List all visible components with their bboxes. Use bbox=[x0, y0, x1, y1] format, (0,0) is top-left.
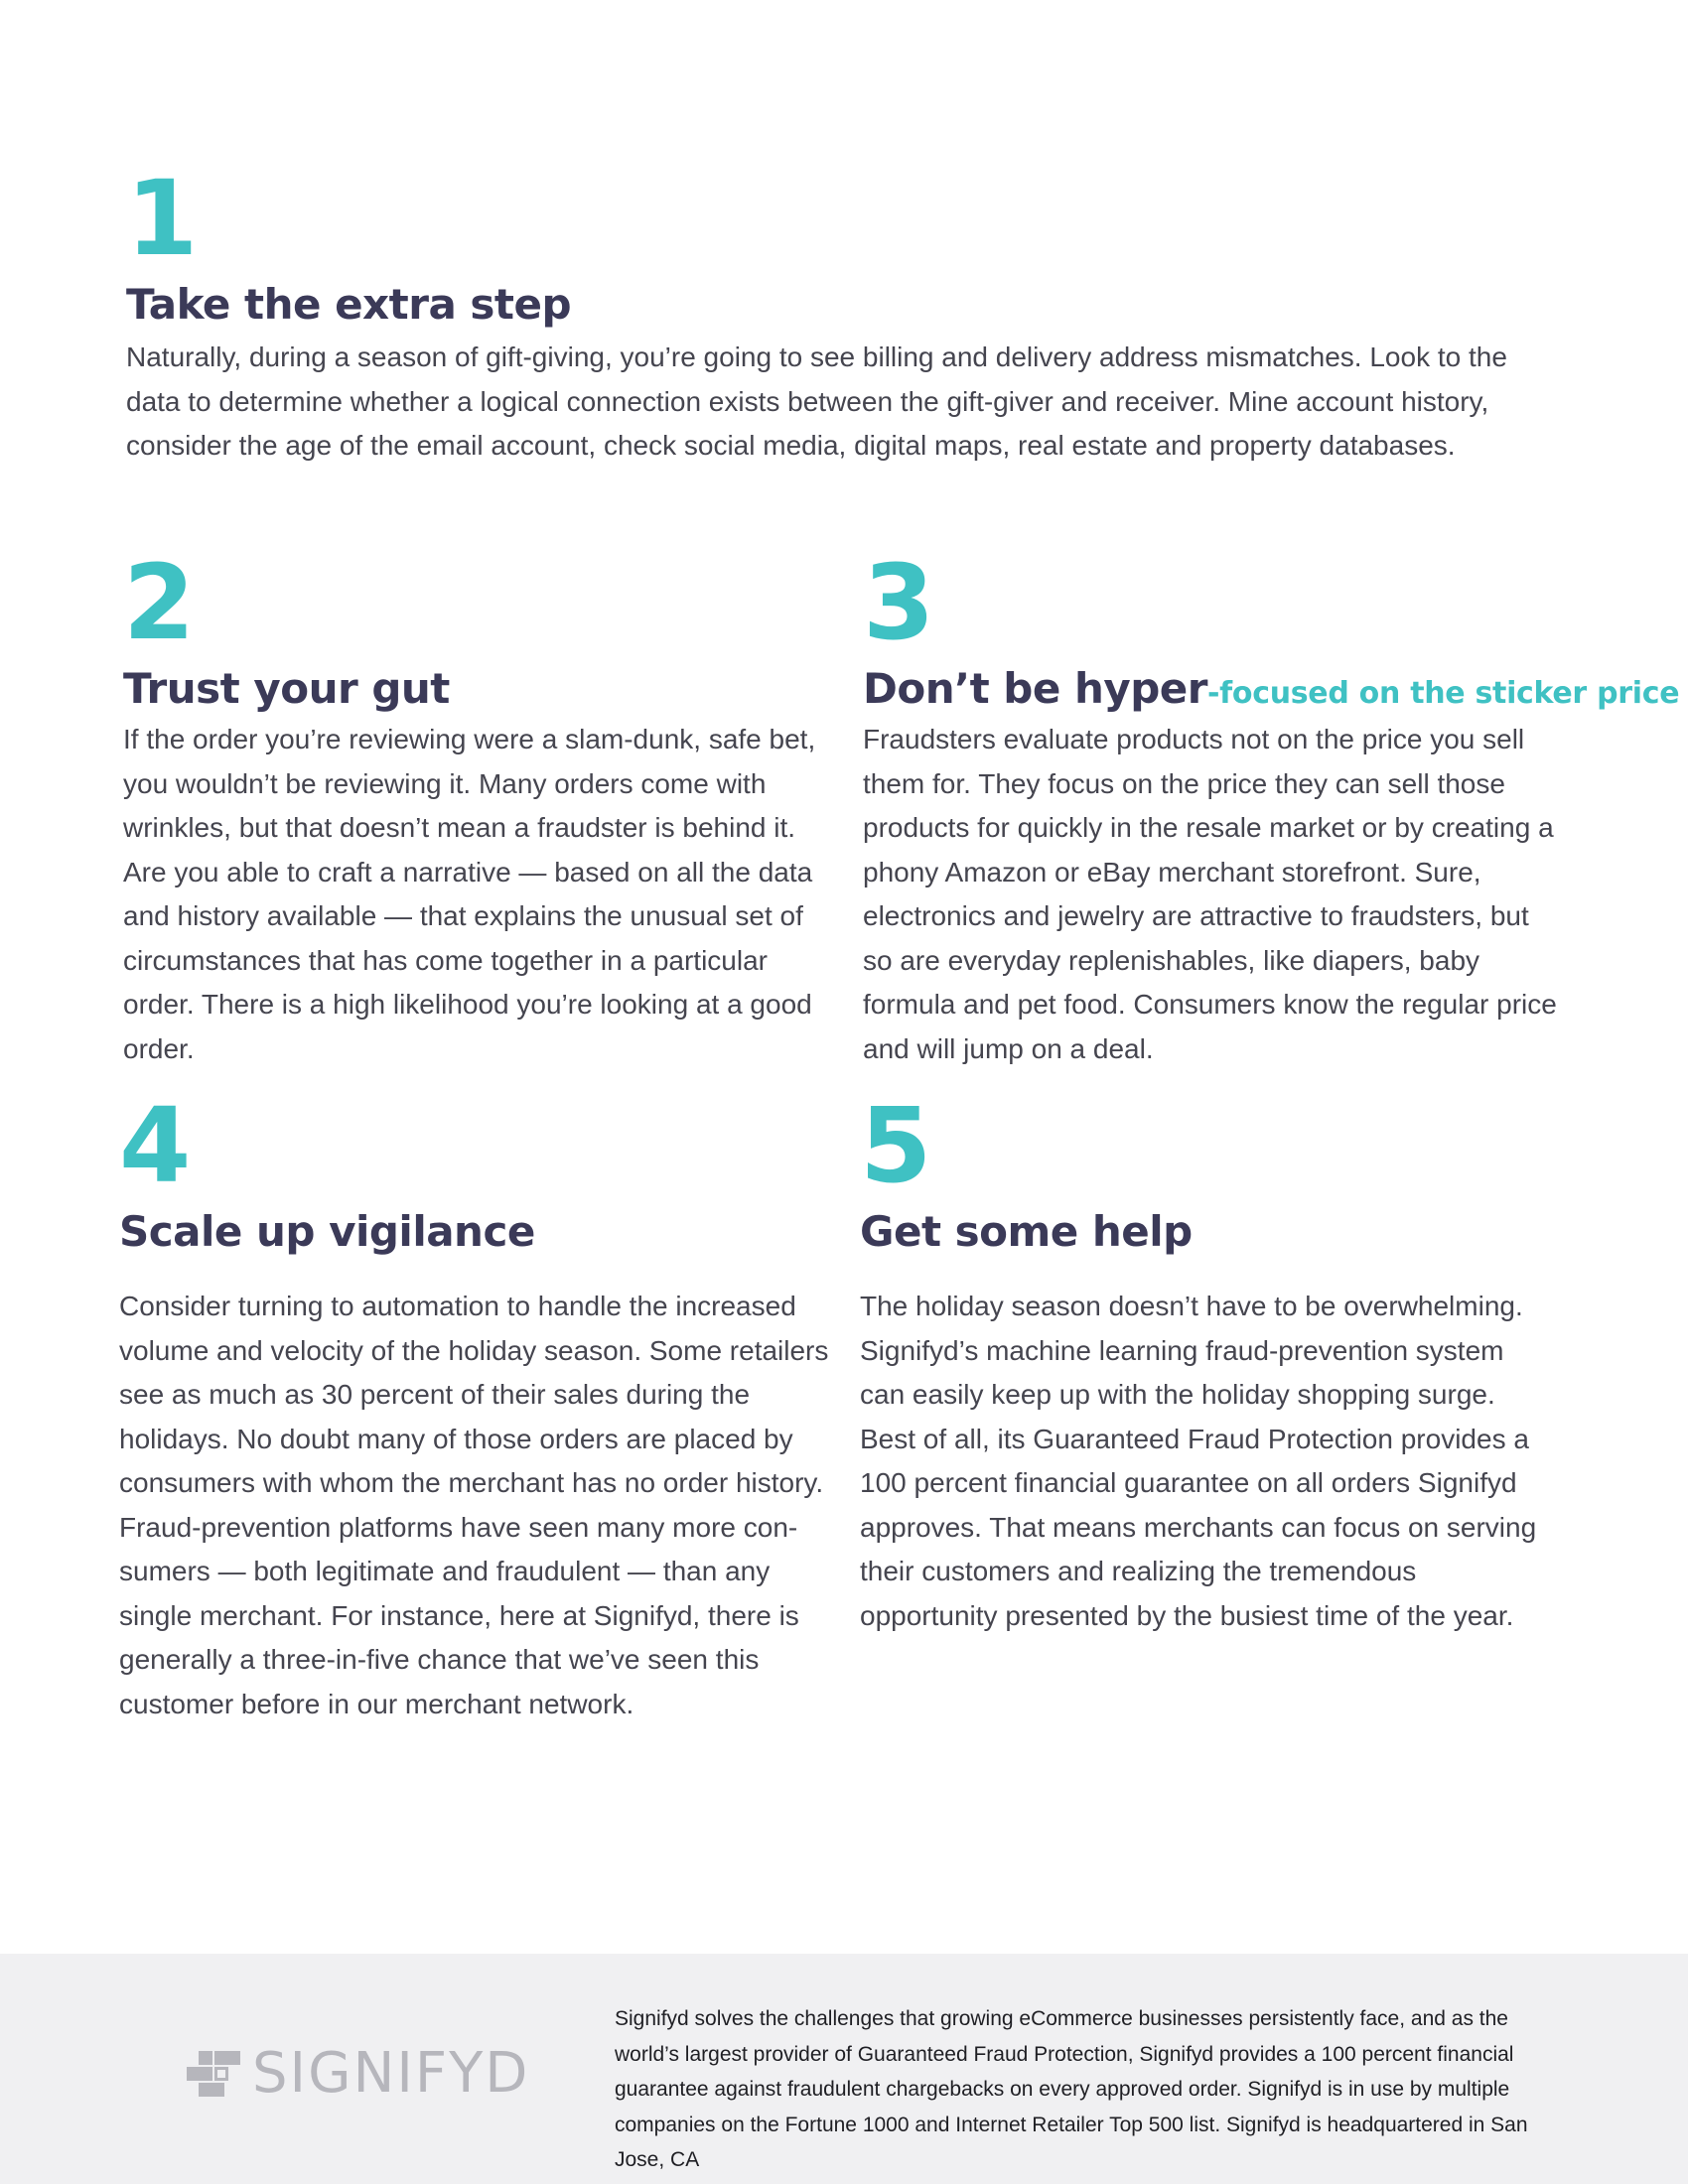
tip-body: Consider turning to automation to handle the increased volume and velocity of the holiday season. Some retailers see as much as 30 percent of their sales during the holidays. No doubt many of those orders are placed by consumers with whom the merchant has no order history. Fraud-prevention platforms have seen many more consumers — both legitimate and fraudulent — than any single merchant. For instance, here at Signifyd, there is generally a three-in-five chance that we’ve seen this customer before in our merchant network. bbox=[119, 1291, 829, 1719]
tip-number: 3 bbox=[863, 542, 933, 663]
tip-number: 2 bbox=[123, 542, 194, 663]
tip-number: 5 bbox=[860, 1085, 930, 1206]
tip-body: If the order you’re reviewing were a slam-dunk, safe bet, you wouldn’t be reviewing it. Many orders come with wrinkles, but that doesn’t mean a fraudster is behind it. Are you able to craft a narrative — based on all the data and history available — that explains the unusual set of circumstances that has come together in a particular order. There is a high likelihood you’re looking at a good order. bbox=[123, 724, 816, 1064]
tip-title bbox=[863, 664, 1680, 713]
tip-body: Fraudsters evaluate products not on the price you sell them for. They focus on the price they can sell those products for quickly in the resale market or by creating a phony Amazon or eBay merchant storefront. Sure, electronics and jewelry are attractive to fraudsters, but so are everyday replenishables, like diapers, baby formula and pet food. Consumers know the regular price and will jump on a deal. bbox=[863, 724, 1557, 1064]
tip-title-accent: -focused on the sticker price bbox=[1207, 676, 1680, 711]
tip-title: Get some help bbox=[860, 1207, 1193, 1256]
tip-5 bbox=[860, 1085, 1575, 1638]
tip-body: Naturally, during a season of gift-giving, you’re going to see billing and delivery address mismatches. Look to the data to determine whether a logical connection exists between the gift-giver and receiver. Mine account history, consider the age of the email account, check social media, digital maps, real estate and property databases. bbox=[126, 341, 1507, 462]
tip-title: Trust your gut bbox=[123, 664, 450, 713]
tip-title: Scale up vigilance bbox=[119, 1207, 535, 1256]
tip-3 bbox=[863, 542, 1680, 1071]
tip-4 bbox=[119, 1085, 839, 1726]
signifyd-logo bbox=[185, 2041, 530, 2106]
tip-2 bbox=[123, 542, 838, 1071]
tip-title-main: Don’t be hyper bbox=[863, 664, 1207, 713]
signifyd-logo-icon bbox=[185, 2049, 242, 2099]
tip-1 bbox=[126, 158, 1556, 469]
logo-text: SIGNIFYD bbox=[252, 2041, 530, 2106]
tip-title: Take the extra step bbox=[126, 280, 572, 329]
footer bbox=[0, 1954, 1688, 2184]
tip-number: 4 bbox=[119, 1085, 190, 1206]
company-description: Signifyd solves the challenges that growing eCommerce businesses persistently face, and as the world’s largest provider of Guaranteed Fraud Protection, Signifyd provides a 100 percent financial guarantee against fraudulent chargebacks on every approved order. Signifyd is in use by multiple companies on the Fortune 1000 and Internet Retailer Top 500 list. Signifyd is headquartered in San Jose, CA bbox=[615, 2007, 1528, 2171]
tip-body: The holiday season doesn’t have to be overwhelming. Signifyd’s machine learning fraud-prevention system can easily keep up with the holiday shopping surge. Best of all, its Guaranteed Fraud Protection provides a 100 percent financial guarantee on all orders Signifyd approves. That means merchants can focus on serving their customers and realizing the tremendous opportunity presented by the busiest time of the year. bbox=[860, 1291, 1537, 1631]
tip-number: 1 bbox=[126, 158, 197, 279]
